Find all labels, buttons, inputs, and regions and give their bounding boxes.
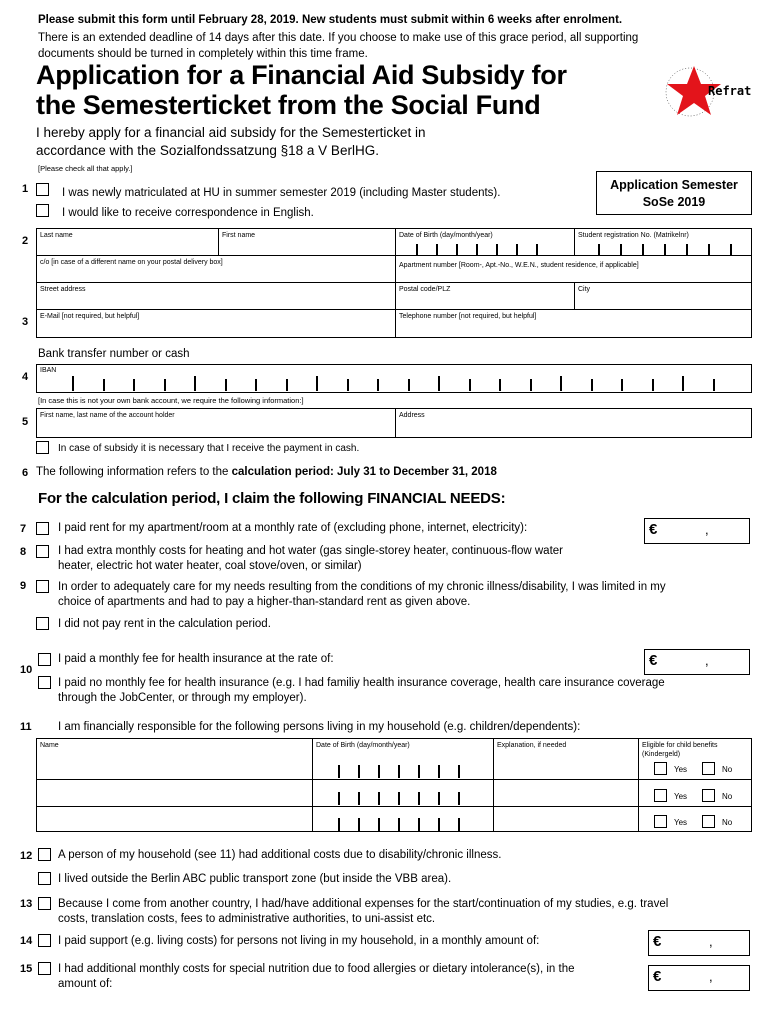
outside-abc-zone-checkbox[interactable]: [38, 872, 51, 885]
calculation-period-dates: calculation period: July 31 to December 31, 2018: [231, 466, 497, 478]
matrikel-field[interactable]: [575, 240, 751, 254]
rent-label: I paid rent for my apartment/room at a monthly rate of (excluding phone, internet, electricity):: [58, 522, 528, 534]
euro-symbol: €: [653, 933, 662, 950]
co-label: c/o [in case of a different name on your postal delivery box]: [40, 259, 223, 266]
first-name-field[interactable]: [219, 240, 394, 254]
iban-field[interactable]: [36, 364, 752, 393]
no-fee-line-2: through the JobCenter, or through my employer).: [58, 692, 307, 704]
euro-symbol: €: [649, 521, 658, 538]
heating-costs-checkbox[interactable]: [36, 545, 49, 558]
rent-amount-field[interactable]: [644, 518, 750, 544]
cash-payment-label: In case of subsidy it is necessary that I receive the payment in cash.: [58, 443, 360, 454]
newly-matriculated-label: I was newly matriculated at HU in summer semester 2019 (including Master students).: [62, 187, 501, 199]
dependent-explanation-field[interactable]: [494, 751, 637, 778]
kindergeld-yes-checkbox[interactable]: [654, 815, 667, 828]
section-number: 15: [20, 963, 33, 975]
dependent-name-field[interactable]: [37, 751, 311, 778]
logo-text: Refrat: [708, 84, 752, 98]
dependent-explanation-field[interactable]: [494, 807, 637, 831]
euro-symbol: €: [649, 652, 658, 669]
phone-field[interactable]: [396, 321, 751, 337]
intro-line-1: I hereby apply for a financial aid subsidy for the Semesterticket in: [36, 125, 426, 140]
rent-checkbox[interactable]: [36, 522, 49, 535]
kindergeld-no-checkbox[interactable]: [702, 762, 715, 775]
kindergeld-yes-label: Yes: [674, 792, 688, 801]
intro-line-2: accordance with the Sozialfondssatzung §18 a V BerlHG.: [36, 143, 379, 158]
page-title: [36, 60, 567, 120]
first-name-label: First name: [222, 232, 256, 239]
health-insurance-amount-field[interactable]: [644, 649, 750, 675]
no-health-fee-label: [58, 676, 665, 706]
section-number: 7: [20, 523, 27, 535]
section-number: 8: [20, 546, 27, 558]
iban-label: IBAN: [40, 367, 57, 374]
holder-address-label: Address: [399, 412, 425, 419]
title-line-1: Application for a Financial Aid Subsidy for: [36, 60, 567, 90]
household-disability-label: A person of my household (see 11) had additional costs due to disability/chronic illness.: [58, 849, 502, 861]
kindergeld-no-checkbox[interactable]: [702, 815, 715, 828]
city-field[interactable]: [575, 294, 751, 308]
bank-note: [In case this is not your own bank account, we require the following information:]: [38, 396, 304, 405]
section-number: 9: [20, 580, 27, 592]
semester-label: Application Semester: [610, 178, 738, 192]
section-number: 1: [22, 183, 29, 195]
city-label: City: [578, 286, 591, 293]
no-health-fee-checkbox[interactable]: [38, 676, 51, 689]
last-name-field[interactable]: [37, 240, 217, 254]
extended-deadline-notice: There is an extended deadline of 14 days after this date. If you choose to make use of this grace period, all supporting: [38, 32, 639, 44]
col-name-header: Name: [40, 742, 59, 749]
dob-label: Date of Birth (day/month/year): [399, 232, 493, 239]
foreign-line-1: Because I come from another country, I had/have additional expenses for the start/continuation of my studies, e.g. travel: [58, 898, 669, 910]
cash-payment-checkbox[interactable]: [36, 441, 49, 454]
kindergeld-no-checkbox[interactable]: [702, 789, 715, 802]
section-number: 13: [20, 898, 33, 910]
email-label: E-Mail [not required, but helpful]: [40, 313, 140, 320]
kindergeld-no-label: No: [722, 818, 733, 827]
health-insurance-fee-checkbox[interactable]: [38, 653, 51, 666]
special-nutrition-checkbox[interactable]: [38, 962, 51, 975]
holder-address-field[interactable]: [396, 420, 751, 437]
col-dob-header: Date of Birth (day/month/year): [316, 742, 410, 749]
dependents-label: I am financially responsible for the following persons living in my household (e.g. children/dependents):: [58, 721, 581, 733]
english-correspondence-checkbox[interactable]: [36, 204, 49, 217]
kindergeld-yes-label: Yes: [674, 765, 688, 774]
kindergeld-no-label: No: [722, 765, 733, 774]
euro-symbol: €: [653, 968, 662, 985]
no-rent-checkbox[interactable]: [36, 617, 49, 630]
dependent-name-field[interactable]: [37, 780, 311, 805]
disability-line-1: In order to adequately care for my needs resulting from the conditions of my chronic illness/disability, I was limited in my: [58, 581, 666, 593]
co-field[interactable]: [37, 267, 394, 281]
outside-abc-zone-label: I lived outside the Berlin ABC public transport zone (but inside the VBB area).: [58, 873, 452, 885]
section-number: 12: [20, 850, 33, 862]
external-support-checkbox[interactable]: [38, 934, 51, 947]
account-holder-label: First name, last name of the account holder: [40, 412, 175, 419]
kindergeld-no-label: No: [722, 792, 733, 801]
decimal-separator: ,: [709, 969, 713, 984]
dob-field[interactable]: [396, 240, 573, 254]
intro-text: [36, 124, 425, 160]
title-line-2: the Semesterticket from the Social Fund: [36, 90, 541, 120]
col-explanation-header: Explanation, if needed: [497, 742, 567, 749]
section-number: 2: [22, 235, 29, 247]
calculation-period-text: [36, 465, 497, 480]
phone-label: Telephone number [not required, but helpful]: [399, 313, 537, 320]
apartment-field[interactable]: [396, 270, 751, 281]
street-label: Street address: [40, 286, 86, 293]
special-nutrition-label: [58, 962, 575, 992]
check-hint: [Please check all that apply.]: [38, 164, 133, 173]
special-nutrition-amount-field[interactable]: [648, 965, 750, 991]
section-number: 5: [22, 416, 29, 428]
application-semester-box: [596, 171, 752, 215]
kindergeld-yes-label: Yes: [674, 818, 688, 827]
disability-rent-checkbox[interactable]: [36, 580, 49, 593]
foreign-expenses-checkbox[interactable]: [38, 897, 51, 910]
no-fee-line-1: I paid no monthly fee for health insurance (e.g. I had familiy health insurance coverage, health care insurance coverage: [58, 677, 665, 689]
foreign-expenses-label: [58, 897, 668, 927]
decimal-separator: ,: [705, 522, 709, 537]
foreign-line-2: costs, translation costs, fees to administrative authorities, to uni-assist etc.: [58, 913, 436, 925]
postal-code-label: Postal code/PLZ: [399, 286, 451, 293]
heating-line-1: I had extra monthly costs for heating and hot water (gas single-storey heater, continuous-flow water: [58, 545, 563, 557]
postal-code-field[interactable]: [396, 294, 573, 308]
nutrition-line-2: amount of:: [58, 978, 113, 990]
disability-rent-label: [58, 580, 666, 610]
deadline-notice: Please submit this form until February 28, 2019. New students must submit within 6 weeks after enrolment.: [38, 14, 623, 26]
external-support-amount-field[interactable]: [648, 930, 750, 956]
section-number: 10: [20, 664, 33, 676]
newly-matriculated-checkbox[interactable]: [36, 183, 49, 196]
no-rent-label: I did not pay rent in the calculation period.: [58, 618, 271, 630]
section-number: 6: [22, 467, 29, 479]
decimal-separator: ,: [705, 653, 709, 668]
nutrition-line-1: I had additional monthly costs for special nutrition due to food allergies or dietary intolerance(s), in the: [58, 963, 575, 975]
heating-costs-label: [58, 544, 563, 574]
kindergeld-yes-checkbox[interactable]: [654, 789, 667, 802]
disability-line-2: choice of apartments and had to pay a higher-than-standard rent as given above.: [58, 596, 471, 608]
household-disability-checkbox[interactable]: [38, 848, 51, 861]
health-insurance-fee-label: I paid a monthly fee for health insurance at the rate of:: [58, 653, 334, 665]
matrikel-label: Student registration No. (Matrikelnr): [578, 232, 689, 239]
english-correspondence-label: I would like to receive correspondence in English.: [62, 207, 314, 219]
decimal-separator: ,: [709, 934, 713, 949]
heating-line-2: heater, electric hot water heater, coal stove/oven, or similar): [58, 560, 362, 572]
section-number: 4: [22, 371, 29, 383]
apartment-label: Apartment number [Room-, Apt.-No., W.E.N., student residence, if applicable]: [399, 262, 639, 269]
last-name-label: Last name: [40, 232, 73, 239]
external-support-label: I paid support (e.g. living costs) for persons not living in my household, in a monthly amount of:: [58, 935, 540, 947]
dependent-explanation-field[interactable]: [494, 780, 637, 805]
calculation-period-prefix: The following information refers to the: [36, 466, 232, 478]
street-field[interactable]: [37, 294, 394, 308]
bank-heading: Bank transfer number or cash: [38, 348, 190, 360]
account-holder-field[interactable]: [37, 420, 394, 437]
refrat-logo: [664, 62, 764, 122]
dependent-name-field[interactable]: [37, 807, 311, 831]
col-eligible-header: Eligible for child benefits (Kindergeld): [642, 742, 718, 758]
financial-needs-heading: For the calculation period, I claim the following FINANCIAL NEEDS:: [38, 490, 506, 507]
semester-value: SoSe 2019: [642, 195, 706, 209]
section-number: 3: [22, 316, 29, 328]
documents-notice: documents should be turned in completely within this time frame.: [38, 48, 368, 60]
section-number: 11: [20, 721, 32, 733]
section-number: 14: [20, 935, 33, 947]
kindergeld-yes-checkbox[interactable]: [654, 762, 667, 775]
email-field[interactable]: [37, 321, 394, 337]
